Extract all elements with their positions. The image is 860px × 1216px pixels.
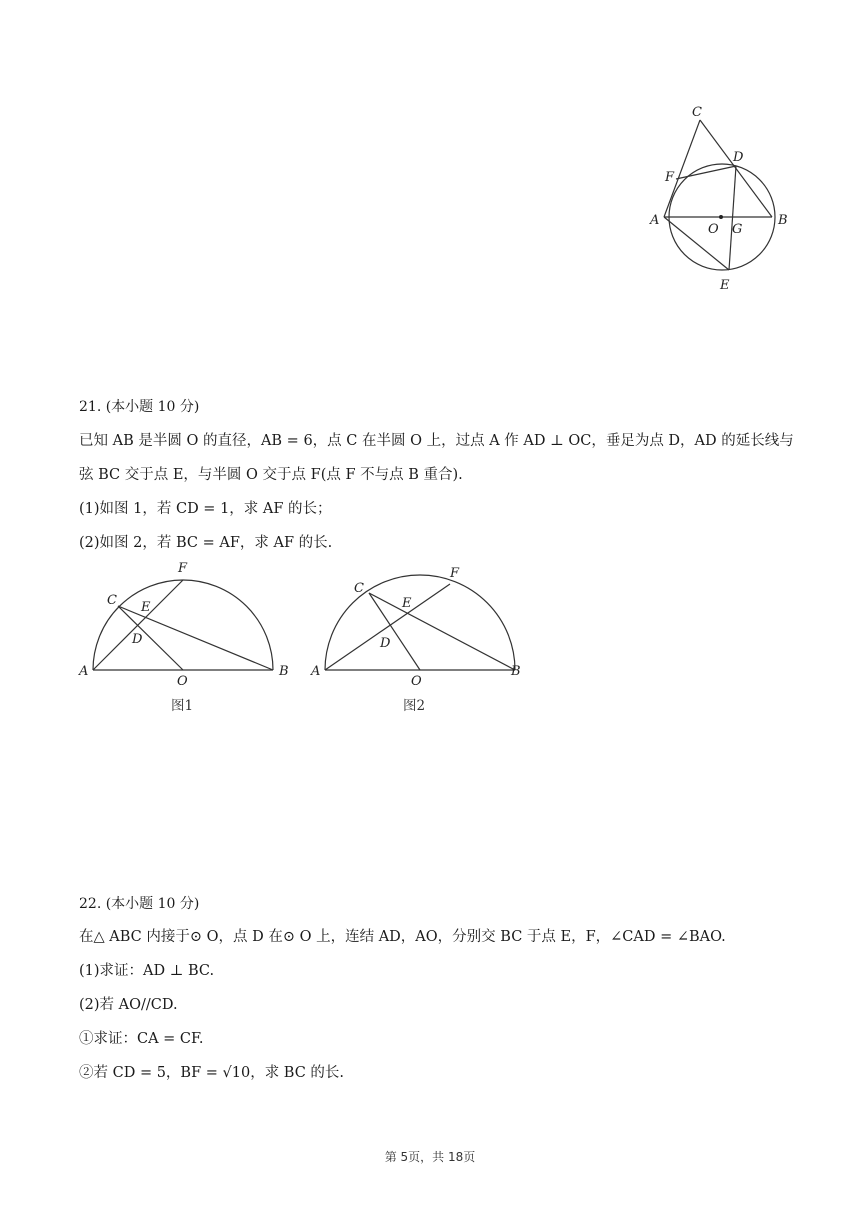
fig2-label-D: D — [380, 636, 391, 651]
fig1-label-O: O — [177, 674, 188, 689]
fig1-caption: 图1 — [171, 698, 194, 714]
q21-line-2: 弦 BC 交于点 E，与半圆 O 交于点 F(点 F 不与点 B 重合). — [79, 467, 463, 483]
fig1-label-D: D — [132, 632, 143, 647]
q21-header: 21. (本小题 10 分) — [79, 399, 200, 415]
fig2-label-F: F — [450, 566, 460, 581]
figure-2-semicircle — [306, 555, 536, 720]
q22-line-4: ①求证：CA = CF. — [79, 1031, 204, 1047]
q22-line-3: (2)若 AO//CD. — [79, 997, 178, 1013]
fig-top-label-F: F — [665, 170, 675, 185]
fig1-label-F: F — [178, 561, 188, 576]
fig1-label-E: E — [141, 600, 151, 615]
fig-top-label-C: C — [692, 105, 702, 120]
fig-top-label-G: G — [732, 222, 743, 237]
fig-top-label-A: A — [650, 213, 660, 228]
q21-line-1: 已知 AB 是半圆 O 的直径，AB = 6，点 C 在半圆 O 上，过点 A 作 AD ⊥ OC，垂足为点 D，AD 的延长线与 — [79, 433, 794, 449]
q22-line-1: 在△ ABC 内接于⊙ O，点 D 在⊙ O 上，连结 AD，AO，分别交 BC 于点 E，F，∠CAD = ∠BAO. — [79, 929, 726, 945]
fig1-label-C: C — [107, 593, 117, 608]
q21-line-3: (1)如图 1，若 CD = 1，求 AF 的长； — [79, 501, 332, 517]
fig-top-label-D: D — [733, 150, 744, 165]
figure-1-semicircle — [74, 555, 304, 720]
fig2-caption: 图2 — [403, 698, 426, 714]
q21-line-4: (2)如图 2，若 BC = AF，求 AF 的长. — [79, 535, 333, 551]
q22-header: 22. (本小题 10 分) — [79, 896, 200, 912]
fig-top-label-O: O — [708, 222, 719, 237]
fig1-label-A: A — [79, 664, 89, 679]
figure-circle-triangle — [640, 100, 810, 300]
page-footer: 第 5页，共 18页 — [384, 1150, 476, 1164]
fig-top-label-B: B — [778, 213, 788, 228]
fig-top-label-E: E — [720, 278, 730, 293]
fig2-label-O: O — [411, 674, 422, 689]
fig2-label-A: A — [311, 664, 321, 679]
fig2-label-E: E — [402, 596, 412, 611]
fig2-label-C: C — [354, 581, 364, 596]
q22-line-2: (1)求证：AD ⊥ BC. — [79, 963, 215, 979]
fig1-label-B: B — [279, 664, 289, 679]
fig2-label-B: B — [511, 664, 521, 679]
q22-line-5: ②若 CD = 5，BF = √10，求 BC 的长. — [79, 1065, 345, 1081]
